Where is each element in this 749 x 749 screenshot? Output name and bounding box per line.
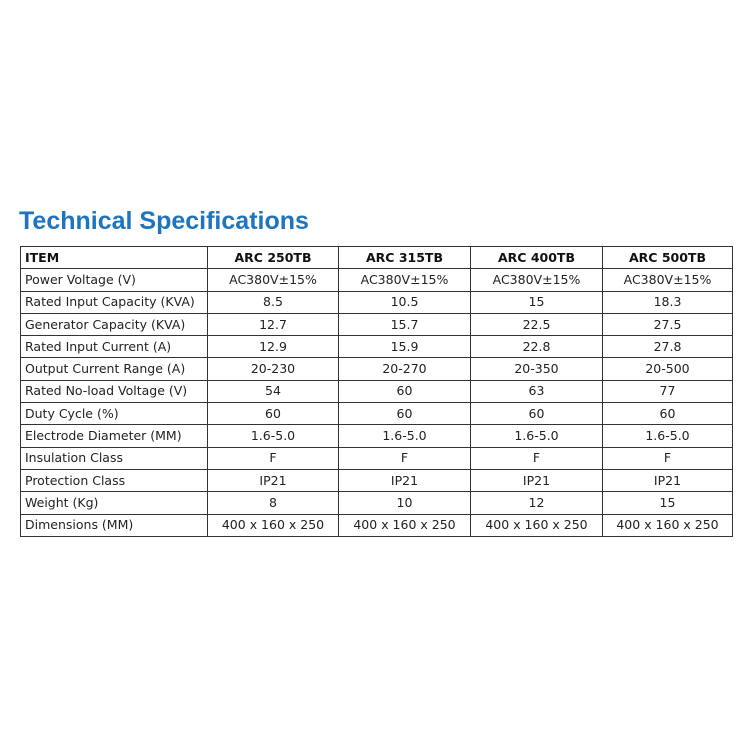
column-header-arc-315tb: ARC 315TB xyxy=(339,247,471,269)
row-label: Duty Cycle (%) xyxy=(21,403,208,425)
table-cell: 20-350 xyxy=(471,358,603,380)
table-cell: 18.3 xyxy=(603,291,733,313)
table-cell: 63 xyxy=(471,380,603,402)
row-label: Rated Input Current (A) xyxy=(21,336,208,358)
row-label: Protection Class xyxy=(21,469,208,491)
header-row xyxy=(21,247,733,269)
table-cell: 12.7 xyxy=(208,313,339,335)
table-row xyxy=(21,492,733,514)
spec-table xyxy=(20,246,733,537)
table-row xyxy=(21,425,733,447)
table-cell: 60 xyxy=(208,403,339,425)
table-cell: AC380V±15% xyxy=(603,269,733,291)
table-row xyxy=(21,514,733,536)
row-label: Electrode Diameter (MM) xyxy=(21,425,208,447)
page-title: Technical Specifications xyxy=(19,207,309,235)
table-cell: 22.8 xyxy=(471,336,603,358)
table-row xyxy=(21,447,733,469)
table-cell: IP21 xyxy=(603,469,733,491)
table-cell: 10.5 xyxy=(339,291,471,313)
column-header-arc-400tb: ARC 400TB xyxy=(471,247,603,269)
table-cell: 12.9 xyxy=(208,336,339,358)
table-cell: 400 x 160 x 250 xyxy=(471,514,603,536)
table-cell: IP21 xyxy=(471,469,603,491)
row-label: Insulation Class xyxy=(21,447,208,469)
table-cell: 8 xyxy=(208,492,339,514)
table-cell: 27.5 xyxy=(603,313,733,335)
row-label: Output Current Range (A) xyxy=(21,358,208,380)
table-row xyxy=(21,403,733,425)
table-cell: 22.5 xyxy=(471,313,603,335)
table-cell: IP21 xyxy=(339,469,471,491)
table-cell: 400 x 160 x 250 xyxy=(603,514,733,536)
table-row xyxy=(21,358,733,380)
table-cell: 20-230 xyxy=(208,358,339,380)
table-cell: 60 xyxy=(339,380,471,402)
table-cell: 1.6-5.0 xyxy=(603,425,733,447)
table-cell: 8.5 xyxy=(208,291,339,313)
column-header-arc-500tb: ARC 500TB xyxy=(603,247,733,269)
table-cell: 10 xyxy=(339,492,471,514)
table-row xyxy=(21,380,733,402)
table-cell: 15.7 xyxy=(339,313,471,335)
table-row xyxy=(21,313,733,335)
table-cell: 1.6-5.0 xyxy=(339,425,471,447)
row-label: Dimensions (MM) xyxy=(21,514,208,536)
table-cell: 60 xyxy=(603,403,733,425)
table-cell: 15 xyxy=(471,291,603,313)
table-cell: AC380V±15% xyxy=(339,269,471,291)
table-cell: 15 xyxy=(603,492,733,514)
row-label: Weight (Kg) xyxy=(21,492,208,514)
table-cell: F xyxy=(603,447,733,469)
row-label: Power Voltage (V) xyxy=(21,269,208,291)
table-cell: 54 xyxy=(208,380,339,402)
table-row xyxy=(21,269,733,291)
table-cell: 12 xyxy=(471,492,603,514)
table-cell: 27.8 xyxy=(603,336,733,358)
table-cell: 1.6-5.0 xyxy=(208,425,339,447)
column-header-arc-250tb: ARC 250TB xyxy=(208,247,339,269)
table-cell: 60 xyxy=(471,403,603,425)
table-cell: 15.9 xyxy=(339,336,471,358)
table-cell: 60 xyxy=(339,403,471,425)
table-cell: 1.6-5.0 xyxy=(471,425,603,447)
row-label: Rated Input Capacity (KVA) xyxy=(21,291,208,313)
table-cell: AC380V±15% xyxy=(208,269,339,291)
table-cell: 400 x 160 x 250 xyxy=(339,514,471,536)
table-cell: F xyxy=(471,447,603,469)
table-cell: 20-270 xyxy=(339,358,471,380)
table-cell: 77 xyxy=(603,380,733,402)
table-cell: F xyxy=(208,447,339,469)
table-row xyxy=(21,469,733,491)
row-label: Rated No-load Voltage (V) xyxy=(21,380,208,402)
row-label: Generator Capacity (KVA) xyxy=(21,313,208,335)
table-cell: 400 x 160 x 250 xyxy=(208,514,339,536)
table-cell: 20-500 xyxy=(603,358,733,380)
table-cell: IP21 xyxy=(208,469,339,491)
table-cell: AC380V±15% xyxy=(471,269,603,291)
table-row xyxy=(21,291,733,313)
column-header-item: ITEM xyxy=(21,247,208,269)
table-cell: F xyxy=(339,447,471,469)
table-row xyxy=(21,336,733,358)
